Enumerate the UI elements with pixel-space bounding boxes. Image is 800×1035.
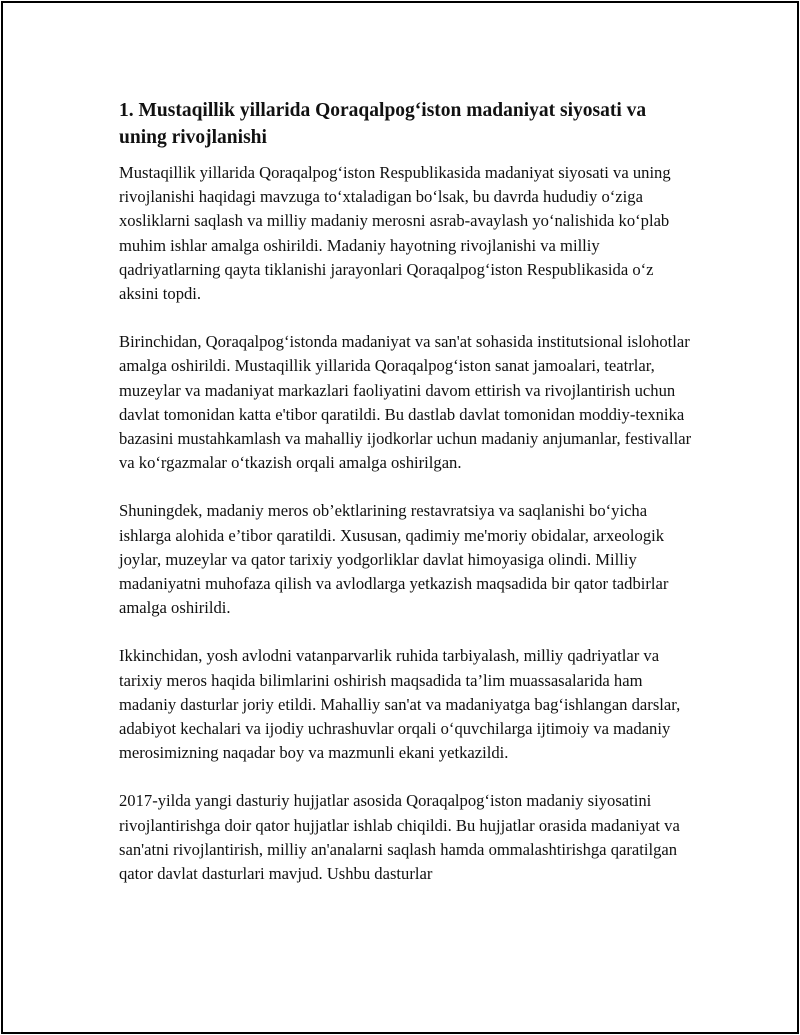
paragraph-1: Mustaqillik yillarida Qoraqalpog‘iston Respublikasida madaniyat siyosati va uning rivojlanishi haqidagi mavzuga to‘xtaladigan bo‘lsak, bu davrda hududiy o‘ziga xosliklarni saqlash va milliy madaniy merosni asrab-avaylash yo‘nalishida ko‘plab muhim ishlar amalga oshirildi. Madaniy hayotning rivojlanishi va milliy qadriyatlarning qayta tiklanishi jarayonlari Qoraqalpog‘iston Respublikasida o‘z aksini topdi. [119,163,671,304]
paragraph-3: Shuningdek, madaniy meros ob’ektlarining restavratsiya va saqlanishi bo‘yicha ishlarga alohida e’tibor qaratildi. Xususan, qadimiy me'moriy obidalar, arxeologik joylar, muzeylar va qator tarixiy yodgorliklar davlat himoyasiga olindi. Milliy madaniyatni muhofaza qilish va avlodlarga yetkazish maqsadida bir qator tadbirlar amalga oshirildi. [119,501,669,618]
paragraph-5: 2017-yilda yangi dasturiy hujjatlar asosida Qoraqalpog‘iston madaniy siyosatini rivojlantirishga doir qator hujjatlar ishlab chiqildi. Bu hujjatlar orasida madaniyat va san'atni rivojlantirish, milliy an'analarni saqlash hamda ommalashtirishga qaratilgan qator davlat dasturlari mavjud. Ushbu dasturlar [119,791,680,884]
paragraph-4: Ikkinchidan, yosh avlodni vatanparvarlik ruhida tarbiyalash, milliy qadriyatlar va tarixiy meros haqida bilimlarini oshirish maqsadida ta’lim muassasalarida ham madaniy dasturlar joriy etildi. Mahalliy san'at va madaniyatga bag‘ishlangan darslar, adabiyot kechalari va ijodiy uchrashuvlar orqali o‘quvchilarga ijtimoiy va madaniy merosimizning naqadar boy va mazmunli ekani yetkazildi. [119,646,681,763]
section-heading: 1. Mustaqillik yillarida Qoraqalpog‘iston madaniyat siyosati va uning rivojlanishi [119,100,647,148]
document-content [119,97,695,910]
document-page [1,1,799,1034]
paragraph-2: Birinchidan, Qoraqalpog‘istonda madaniyat va san'at sohasida institutsional islohotlar amalga oshirildi. Mustaqillik yillarida Qoraqalpog‘iston sanat jamoalari, teatrlar, muzeylar va madaniyat markazlari faoliyatini davom ettirish va rivojlantirish uchun davlat tomonidan katta e'tibor qaratildi. Bu dastlab davlat tomonidan moddiy-texnika bazasini mustahkamlash va mahalliy ijodkorlar uchun madaniy anjumanlar, festivallar va ko‘rgazmalar o‘tkazish orqali amalga oshirilgan. [119,332,692,473]
